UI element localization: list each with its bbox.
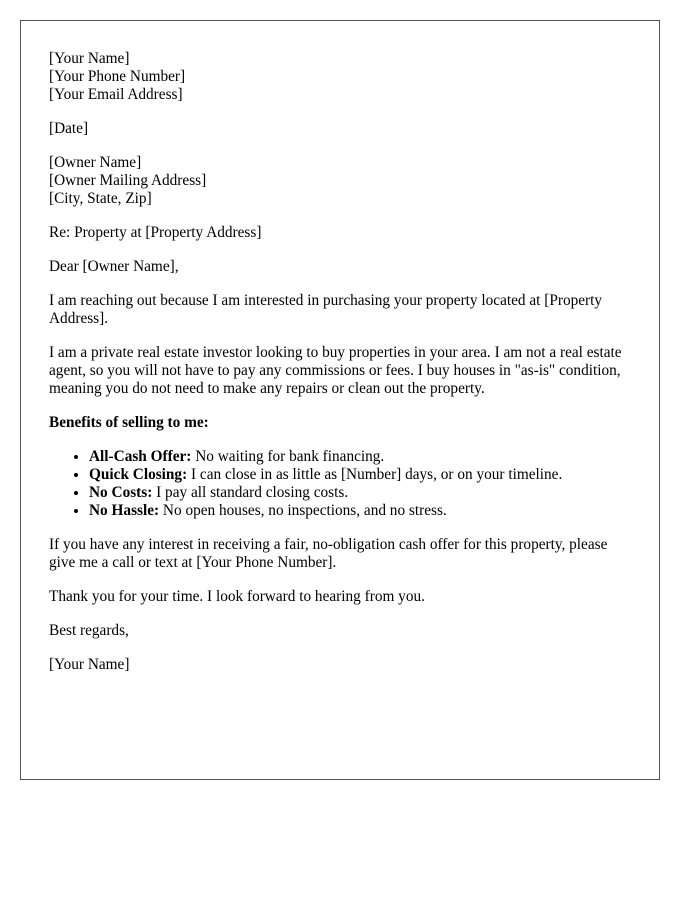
benefit-label: Quick Closing: — [89, 466, 188, 483]
recipient-name: [Owner Name] — [49, 154, 142, 171]
benefit-label: No Costs: — [89, 484, 153, 501]
sender-name: [Your Name] — [49, 50, 130, 67]
benefit-text: I can close in as little as [Number] days, or on your timeline. — [187, 466, 563, 483]
benefit-item — [89, 484, 631, 502]
benefits-list — [49, 448, 631, 520]
letter-date: [Date] — [49, 120, 89, 137]
about-paragraph: I am a private real estate investor looking to buy properties in your area. I am not a real estate agent, so you will not have to pay any commissions or fees. I buy houses in "as-is" condition, meaning you do not need to make any repairs or clean out the property. — [49, 344, 622, 397]
sender-email: [Your Email Address] — [49, 86, 183, 103]
sender-block — [49, 50, 631, 104]
benefit-item — [89, 448, 631, 466]
salutation: Dear [Owner Name], — [49, 258, 179, 275]
benefit-text: No waiting for bank financing. — [191, 448, 385, 465]
signature: [Your Name] — [49, 656, 130, 673]
recipient-block — [49, 154, 631, 208]
date-block — [49, 120, 631, 138]
benefit-label: All-Cash Offer: — [89, 448, 192, 465]
sender-phone: [Your Phone Number] — [49, 68, 186, 85]
recipient-city-state-zip: [City, State, Zip] — [49, 190, 152, 207]
benefit-item — [89, 502, 631, 520]
letter-page — [20, 20, 660, 780]
benefit-label: No Hassle: — [89, 502, 160, 519]
recipient-mailing-address: [Owner Mailing Address] — [49, 172, 207, 189]
benefit-text: I pay all standard closing costs. — [152, 484, 349, 501]
subject-line: Re: Property at [Property Address] — [49, 224, 262, 241]
intro-paragraph: I am reaching out because I am interested in purchasing your property located at [Property Address]. — [49, 292, 603, 327]
signoff: Best regards, — [49, 622, 129, 639]
benefit-item — [89, 466, 631, 484]
thanks-paragraph: Thank you for your time. I look forward to hearing from you. — [49, 588, 425, 605]
benefit-text: No open houses, no inspections, and no stress. — [159, 502, 447, 519]
benefits-heading: Benefits of selling to me: — [49, 414, 209, 431]
offer-paragraph: If you have any interest in receiving a fair, no-obligation cash offer for this property, please give me a call or text at [Your Phone Number]. — [49, 536, 608, 571]
